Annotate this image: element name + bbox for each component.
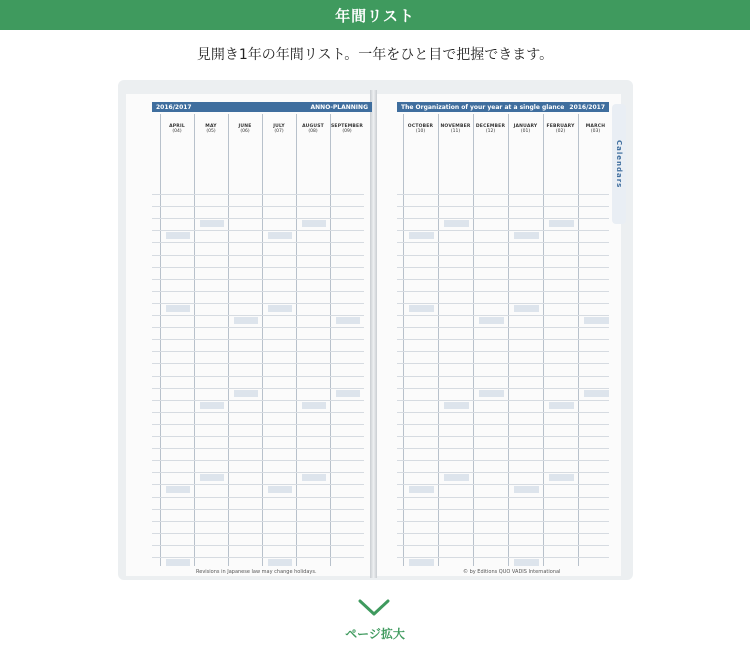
right-calendar-page (377, 94, 621, 576)
month-name: OCTOBER (407, 124, 434, 129)
month-number: (12) (485, 129, 496, 134)
day-row-line (152, 412, 364, 413)
planner-spine (370, 90, 377, 578)
month-number: (05) (206, 129, 216, 134)
day-row-line (152, 509, 364, 510)
day-row-line (152, 339, 364, 340)
month-number: (09) (342, 129, 352, 134)
page-enlarge-link[interactable]: ページ拡大 (345, 627, 405, 641)
weekend-shading (409, 305, 434, 312)
month-name: JUNE (238, 124, 252, 129)
left-page-header (152, 102, 372, 112)
day-row-line (152, 448, 364, 449)
weekend-shading (514, 232, 539, 239)
day-row-line (152, 267, 364, 268)
day-row-line (152, 255, 364, 256)
month-number: (10) (415, 129, 426, 134)
month-header (296, 124, 330, 134)
month-number: (11) (450, 129, 461, 134)
day-row-line (397, 351, 609, 352)
day-row-line (152, 424, 364, 425)
section-subtitle: 見開き1年の年間リスト。一年をひと目で把握できます。 (196, 47, 554, 63)
month-name: APRIL (169, 124, 185, 129)
weekend-shading (514, 486, 539, 493)
day-row-line (397, 303, 609, 304)
calendars-tab (612, 104, 626, 224)
day-row-line (397, 363, 609, 364)
left-year-label: 2016/2017 (156, 103, 192, 111)
day-row-line (152, 497, 364, 498)
weekend-shading (584, 317, 609, 324)
month-name: JULY (273, 124, 285, 129)
day-row-line (397, 291, 609, 292)
month-name: SEPTEMBER (330, 124, 363, 129)
day-row-line (397, 484, 609, 485)
month-name: JANUARY (513, 124, 538, 129)
day-row-line (397, 557, 609, 558)
month-header (403, 124, 438, 134)
weekend-shading (444, 402, 469, 409)
weekend-shading (514, 305, 539, 312)
day-row-line (152, 472, 364, 473)
day-row-line (397, 509, 609, 510)
day-row-line (397, 230, 609, 231)
day-row-line (397, 472, 609, 473)
weekend-shading (166, 305, 190, 312)
weekend-shading (268, 559, 292, 566)
month-number: (07) (274, 129, 284, 134)
day-row-line (397, 400, 609, 401)
weekend-shading (302, 402, 326, 409)
weekend-shading (549, 220, 574, 227)
month-name: DECEMBER (475, 124, 506, 129)
month-number: (06) (240, 129, 250, 134)
weekend-shading (234, 390, 258, 397)
weekend-shading (549, 402, 574, 409)
month-header (228, 124, 262, 134)
page-title: 年間リスト (335, 6, 415, 25)
day-row-line (397, 255, 609, 256)
day-row-line (152, 303, 364, 304)
left-calendar-page (126, 94, 370, 576)
month-header (438, 124, 473, 134)
day-row-line (152, 533, 364, 534)
weekend-shading (166, 486, 190, 493)
month-header (194, 124, 228, 134)
left-brand-label: ANNO-PLANNING (310, 103, 368, 111)
month-header (160, 124, 194, 134)
weekend-shading (166, 559, 190, 566)
day-row-line (152, 484, 364, 485)
weekend-shading (200, 220, 224, 227)
weekend-shading (336, 390, 360, 397)
left-footer-note: Revisions in Japanese law may change holidays. (196, 569, 317, 575)
day-row-line (152, 218, 364, 219)
day-row-line (397, 218, 609, 219)
calendars-tab-label: Calendars (615, 139, 623, 189)
day-row-line (397, 315, 609, 316)
day-row-line (397, 206, 609, 207)
weekend-shading (268, 232, 292, 239)
day-row-line (152, 521, 364, 522)
weekend-shading (336, 317, 360, 324)
day-row-line (397, 436, 609, 437)
weekend-shading (514, 559, 539, 566)
day-row-line (397, 194, 609, 195)
day-row-line (397, 339, 609, 340)
month-name: AUGUST (302, 124, 324, 129)
day-row-line (397, 327, 609, 328)
weekend-shading (200, 402, 224, 409)
day-row-line (152, 351, 364, 352)
day-row-line (152, 194, 364, 195)
weekend-shading (268, 305, 292, 312)
day-row-line (397, 448, 609, 449)
month-name: FEBRUARY (546, 124, 575, 129)
day-row-line (397, 279, 609, 280)
weekend-shading (234, 317, 258, 324)
day-row-line (397, 533, 609, 534)
month-number: (08) (308, 129, 318, 134)
day-row-line (152, 436, 364, 437)
weekend-shading (444, 474, 469, 481)
right-page-header (397, 102, 609, 112)
month-header (262, 124, 296, 134)
day-row-line (397, 424, 609, 425)
day-row-line (152, 400, 364, 401)
right-heading: The Organization of your year at a single glance (401, 103, 565, 111)
month-number: (01) (520, 129, 531, 134)
day-row-line (397, 521, 609, 522)
day-row-line (397, 376, 609, 377)
day-row-line (152, 557, 364, 558)
month-header (330, 124, 364, 134)
weekend-shading (479, 390, 504, 397)
weekend-shading (302, 220, 326, 227)
weekend-shading (584, 390, 609, 397)
day-row-line (397, 242, 609, 243)
right-footer-note: © by Editions QUO VADIS International (463, 569, 561, 575)
right-year-label: 2016/2017 (569, 103, 605, 111)
day-row-line (152, 315, 364, 316)
month-header (578, 124, 613, 134)
day-row-line (152, 545, 364, 546)
chevron-down-icon[interactable] (356, 598, 392, 618)
weekend-shading (409, 486, 434, 493)
day-row-line (152, 388, 364, 389)
month-number: (02) (555, 129, 566, 134)
day-row-line (152, 291, 364, 292)
day-row-line (397, 545, 609, 546)
day-row-line (152, 279, 364, 280)
month-header (508, 124, 543, 134)
day-row-line (397, 460, 609, 461)
weekend-shading (268, 486, 292, 493)
day-row-line (152, 363, 364, 364)
day-row-line (397, 388, 609, 389)
day-row-line (152, 376, 364, 377)
day-row-line (397, 267, 609, 268)
day-row-line (152, 242, 364, 243)
weekend-shading (166, 232, 190, 239)
day-row-line (152, 327, 364, 328)
weekend-shading (479, 317, 504, 324)
day-row-line (152, 206, 364, 207)
weekend-shading (200, 474, 224, 481)
weekend-shading (549, 474, 574, 481)
day-row-line (397, 497, 609, 498)
header-bar (0, 0, 750, 30)
month-number: (04) (172, 129, 182, 134)
month-number: (03) (590, 129, 601, 134)
month-name: MARCH (585, 124, 606, 129)
day-row-line (152, 460, 364, 461)
weekend-shading (409, 559, 434, 566)
month-name: NOVEMBER (440, 124, 471, 129)
day-row-line (397, 412, 609, 413)
weekend-shading (444, 220, 469, 227)
weekend-shading (409, 232, 434, 239)
month-header (543, 124, 578, 134)
month-name: MAY (205, 124, 217, 129)
month-header (473, 124, 508, 134)
day-row-line (152, 230, 364, 231)
weekend-shading (302, 474, 326, 481)
